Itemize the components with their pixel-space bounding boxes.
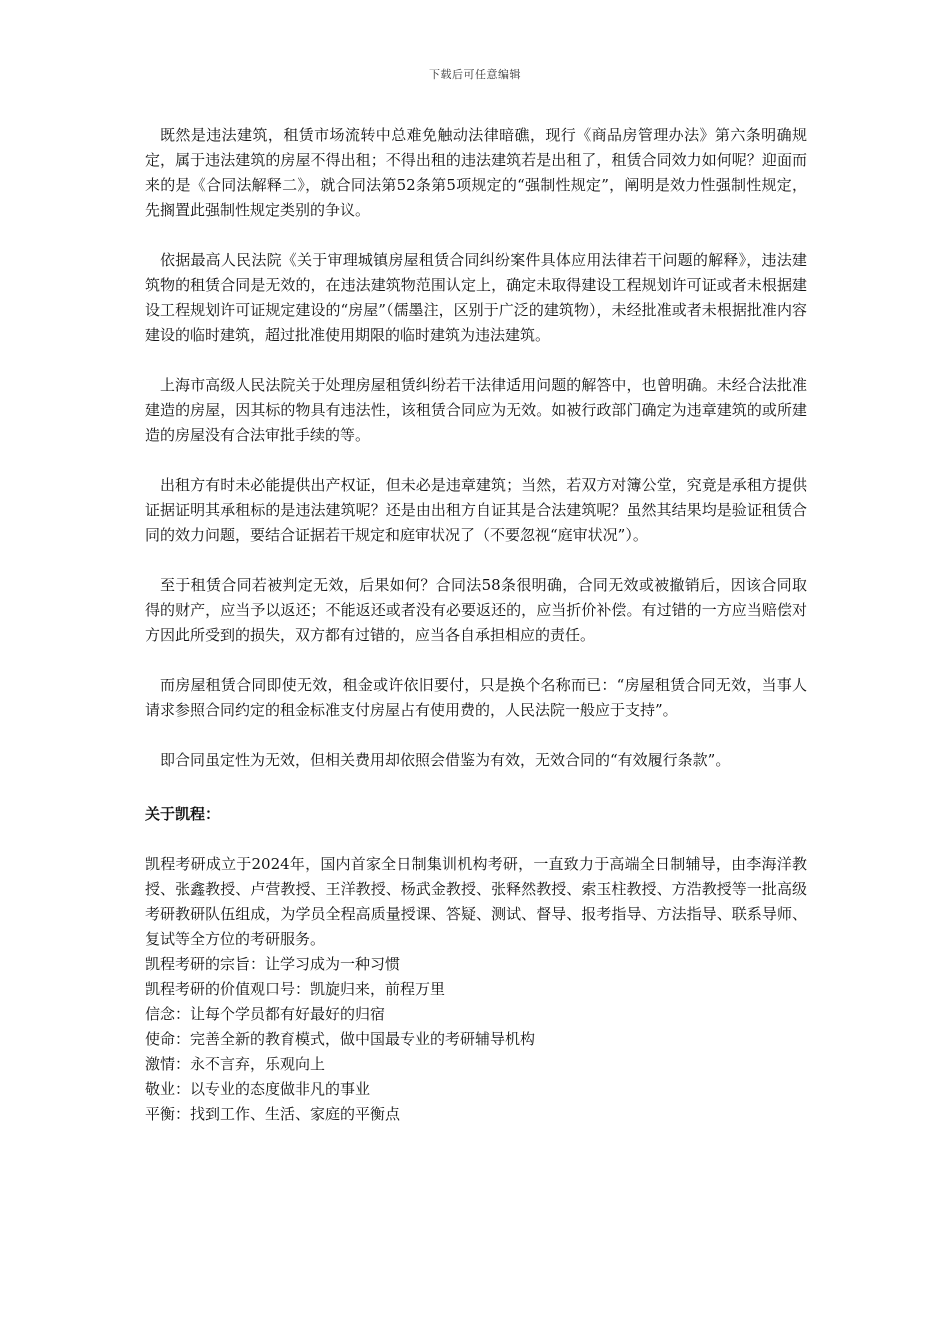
- about-intro: 凯程考研成立于2024年，国内首家全日制集训机构考研，一直致力于高端全日制辅导，由李海洋教授、张鑫教授、卢营教授、王洋教授、杨武金教授、张释然教授、索玉柱教授、方浩教授等一批高级考研教研队伍组成，为学员全程高质量授课、答疑、测试、督导、报考指导、方法指导、联系导师、复试等全方位的考研服务。: [145, 855, 807, 948]
- article-paragraph: 出租方有时未必能提供出产权证，但未必是违章建筑；当然，若双方对簿公堂，究竟是承租方提供证据证明其承租标的是违法建筑呢？还是由出租方自证其是合法建筑呢？虽然其结果均是验证租赁合同的效力问题，要结合证据若干规定和庭审状况了（不要忽视“庭审状况”）。: [145, 476, 807, 544]
- about-line: 激情：永不言弃，乐观向上: [145, 1055, 326, 1073]
- about-line: 凯程考研的价值观口号：凯旋归来，前程万里: [145, 980, 446, 998]
- header-note: 下载后可任意编辑: [429, 68, 521, 81]
- about-line: 使命：完善全新的教育模式，做中国最专业的考研辅导机构: [145, 1030, 536, 1048]
- article-paragraph: 上海市高级人民法院关于处理房屋租赁纠纷若干法律适用问题的解答中，也曾明确。未经合法批准建造的房屋，因其标的物具有违法性，该租赁合同应为无效。如被行政部门确定为违章建筑的或所建造的房屋没有合法审批手续的等。: [145, 376, 807, 444]
- article-paragraph: 既然是违法建筑，租赁市场流转中总难免触动法律暗礁，现行《商品房管理办法》第六条明确规定，属于违法建筑的房屋不得出租；不得出租的违法建筑若是出租了，租赁合同效力如何呢？迎面而来的是《合同法解释二》，就合同法第52条第5项规定的“强制性规定”，阐明是效力性强制性规定，先搁置此强制性规定类别的争议。: [145, 126, 807, 219]
- about-section-title: 关于凯程：: [145, 805, 221, 823]
- article-paragraph: 即合同虽定性为无效，但相关费用却依照会借鉴为有效，无效合同的“有效履行条款”。: [160, 751, 731, 769]
- article-paragraph: 至于租赁合同若被判定无效，后果如何？合同法58条很明确，合同无效或被撤销后，因该合同取得的财产，应当予以返还；不能返还或者没有必要返还的，应当折价补偿。有过错的一方应当赔偿对方因此所受到的损失，双方都有过错的，应当各自承担相应的责任。: [145, 576, 807, 644]
- about-line: 信念：让每个学员都有好最好的归宿: [145, 1005, 386, 1023]
- article-paragraph: 依据最高人民法院《关于审理城镇房屋租赁合同纠纷案件具体应用法律若干问题的解释》，违法建筑物的租赁合同是无效的，在违法建筑物范围认定上，确定未取得建设工程规划许可证或者未根据建设工程规划许可证规定建设的“房屋”（儒墨注，区别于广泛的建筑物），未经批准或者未根据批准内容建设的临时建筑，超过批准使用期限的临时建筑为违法建筑。: [145, 251, 807, 344]
- about-line: 凯程考研的宗旨：让学习成为一种习惯: [145, 955, 401, 973]
- article-paragraph: 而房屋租赁合同即使无效，租金或许依旧要付，只是换个名称而已：“房屋租赁合同无效，当事人请求参照合同约定的租金标准支付房屋占有使用费的，人民法院一般应于支持”。: [145, 676, 807, 719]
- document-body: [145, 123, 807, 1127]
- about-line: 敬业：以专业的态度做非凡的事业: [145, 1080, 371, 1098]
- about-line: 平衡：找到工作、生活、家庭的平衡点: [145, 1105, 401, 1123]
